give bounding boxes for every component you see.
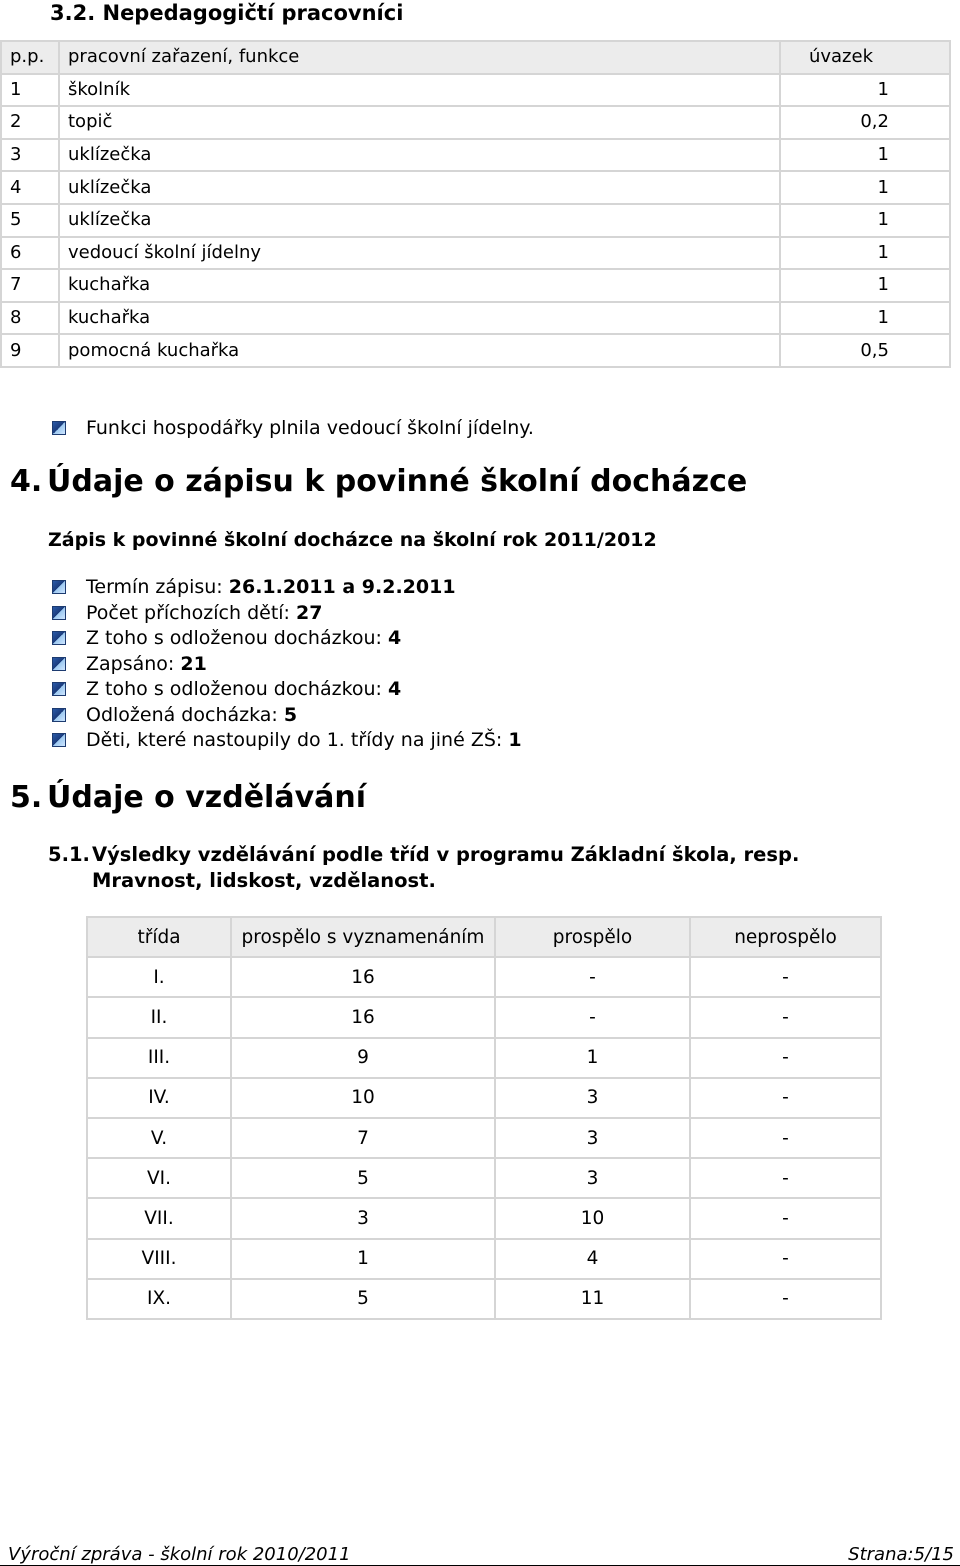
cell-honors: 5 xyxy=(231,1279,495,1319)
results-table xyxy=(86,916,882,1320)
staff-table xyxy=(0,40,951,368)
row-number: 7 xyxy=(1,269,59,302)
table-row xyxy=(1,74,950,107)
section-title: Údaje o zápisu k povinné školní docházce xyxy=(47,464,748,499)
header-honors: prospělo s vyznamenáním xyxy=(231,917,495,957)
table-row xyxy=(1,302,950,335)
row-load: 1 xyxy=(780,302,950,335)
footer-title: Výroční zpráva - školní rok 2010/2011 xyxy=(8,1544,351,1565)
row-role: vedoucí školní jídelny xyxy=(59,237,780,270)
cell-class: IV. xyxy=(87,1078,231,1118)
cell-class: III. xyxy=(87,1038,231,1078)
cell-failed: - xyxy=(690,1078,881,1118)
cell-passed: 10 xyxy=(495,1198,690,1238)
cell-passed: - xyxy=(495,957,690,997)
row-number: 9 xyxy=(1,334,59,367)
table-row xyxy=(87,1078,881,1118)
section-heading-4 xyxy=(10,462,747,502)
row-role: topič xyxy=(59,106,780,139)
cell-failed: - xyxy=(690,1158,881,1198)
cell-honors: 3 xyxy=(231,1198,495,1238)
item-value: 5 xyxy=(283,703,298,726)
row-number: 8 xyxy=(1,302,59,335)
row-role: kuchařka xyxy=(59,302,780,335)
cell-honors: 1 xyxy=(231,1239,495,1279)
list-item xyxy=(52,652,522,678)
table-row xyxy=(87,1038,881,1078)
bullet-icon xyxy=(52,708,66,722)
cell-failed: - xyxy=(690,1038,881,1078)
staff-table-header xyxy=(1,41,950,74)
footer-page-number: Strana:5/15 xyxy=(848,1544,954,1565)
note xyxy=(52,413,534,443)
table-row xyxy=(1,204,950,237)
bullet-icon xyxy=(52,631,66,645)
row-number: 3 xyxy=(1,139,59,172)
list-item xyxy=(52,703,522,729)
section-title: Údaje o vzdělávání xyxy=(47,780,367,815)
cell-passed: 11 xyxy=(495,1279,690,1319)
row-load: 1 xyxy=(780,139,950,172)
item-value: 26.1.2011 a 9.2.2011 xyxy=(228,576,456,598)
enrollment-list xyxy=(52,575,522,754)
row-role: uklízečka xyxy=(59,171,780,204)
row-load: 1 xyxy=(780,171,950,204)
cell-class: VIII. xyxy=(87,1239,231,1279)
table-row xyxy=(1,139,950,172)
row-load: 1 xyxy=(780,237,950,270)
list-item xyxy=(52,601,522,627)
table-row xyxy=(1,106,950,139)
cell-class: II. xyxy=(87,997,231,1037)
cell-honors: 5 xyxy=(231,1158,495,1198)
cell-failed: - xyxy=(690,997,881,1037)
bullet-icon xyxy=(52,682,66,696)
cell-passed: - xyxy=(495,997,690,1037)
header-class: třída xyxy=(87,917,231,957)
section-heading-5 xyxy=(10,778,366,818)
header-role: pracovní zařazení, funkce xyxy=(59,41,780,74)
list-item xyxy=(52,575,522,601)
cell-honors: 9 xyxy=(231,1038,495,1078)
item-label: Z toho s odloženou docházkou: xyxy=(86,678,388,700)
row-role: pomocná kuchařka xyxy=(59,334,780,367)
cell-class: V. xyxy=(87,1118,231,1158)
cell-failed: - xyxy=(690,1198,881,1238)
item-label: Termín zápisu: xyxy=(86,576,229,598)
cell-passed: 3 xyxy=(495,1158,690,1198)
row-number: 2 xyxy=(1,106,59,139)
note-text: Funkci hospodářky plnila vedoucí školní jídelny. xyxy=(86,417,534,439)
table-row xyxy=(87,1198,881,1238)
bullet-icon xyxy=(52,733,66,747)
table-row xyxy=(1,334,950,367)
row-number: 4 xyxy=(1,171,59,204)
subsection-title-line2: Mravnost, lidskost, vzdělanost. xyxy=(92,869,436,892)
cell-class: VI. xyxy=(87,1158,231,1198)
cell-failed: - xyxy=(690,1279,881,1319)
section-number: 5. xyxy=(10,780,43,815)
item-label: Z toho s odloženou docházkou: xyxy=(86,627,388,649)
row-role: uklízečka xyxy=(59,139,780,172)
table-row xyxy=(87,1118,881,1158)
table-row xyxy=(87,1279,881,1319)
row-load: 1 xyxy=(780,74,950,107)
table-row xyxy=(1,237,950,270)
cell-passed: 3 xyxy=(495,1078,690,1118)
row-role: školník xyxy=(59,74,780,107)
row-load: 1 xyxy=(780,269,950,302)
cell-passed: 3 xyxy=(495,1118,690,1158)
row-load: 0,2 xyxy=(780,106,950,139)
table-row xyxy=(1,269,950,302)
item-label: Počet příchozích dětí: xyxy=(86,601,296,624)
subsection-number: 5.1. xyxy=(48,843,90,866)
item-label: Děti, které nastoupily do 1. třídy na jiné ZŠ: xyxy=(86,729,509,751)
section-title-3-2: 3.2. Nepedagogičtí pracovníci xyxy=(50,1,404,25)
bullet-icon xyxy=(52,421,66,435)
enrollment-subtitle: Zápis k povinné školní docházce na školní rok 2011/2012 xyxy=(48,529,657,551)
bullet-icon xyxy=(52,606,66,620)
item-value: 4 xyxy=(388,627,402,649)
subsection-title-line1: Výsledky vzdělávání podle tříd v programu Základní škola, resp. xyxy=(92,843,800,866)
header-passed: prospělo xyxy=(495,917,690,957)
row-number: 6 xyxy=(1,237,59,270)
cell-class: I. xyxy=(87,957,231,997)
subsection-heading-5-1 xyxy=(48,842,799,894)
header-pp: p.p. xyxy=(1,41,59,74)
table-row xyxy=(87,1158,881,1198)
cell-honors: 10 xyxy=(231,1078,495,1118)
cell-honors: 16 xyxy=(231,957,495,997)
bullet-icon xyxy=(52,580,66,594)
item-value: 1 xyxy=(508,729,522,751)
list-item xyxy=(52,728,522,754)
item-value: 27 xyxy=(296,601,323,624)
table-row xyxy=(1,171,950,204)
cell-honors: 7 xyxy=(231,1118,495,1158)
row-load: 0,5 xyxy=(780,334,950,367)
list-item xyxy=(52,677,522,703)
item-label: Odložená docházka: xyxy=(86,703,284,726)
cell-failed: - xyxy=(690,1118,881,1158)
list-item xyxy=(52,626,522,652)
bullet-icon xyxy=(52,657,66,671)
results-table-header xyxy=(87,917,881,957)
cell-failed: - xyxy=(690,1239,881,1279)
item-value: 21 xyxy=(180,652,207,675)
row-number: 1 xyxy=(1,74,59,107)
row-role: uklízečka xyxy=(59,204,780,237)
row-number: 5 xyxy=(1,204,59,237)
table-row xyxy=(87,957,881,997)
section-number: 4. xyxy=(10,464,43,499)
row-load: 1 xyxy=(780,204,950,237)
cell-honors: 16 xyxy=(231,997,495,1037)
table-row xyxy=(87,997,881,1037)
header-failed: neprospělo xyxy=(690,917,881,957)
cell-class: VII. xyxy=(87,1198,231,1238)
header-load: úvazek xyxy=(780,41,950,74)
item-value: 4 xyxy=(388,678,402,700)
cell-class: IX. xyxy=(87,1279,231,1319)
table-row xyxy=(87,1239,881,1279)
item-label: Zapsáno: xyxy=(86,652,181,675)
cell-failed: - xyxy=(690,957,881,997)
row-role: kuchařka xyxy=(59,269,780,302)
cell-passed: 1 xyxy=(495,1038,690,1078)
cell-passed: 4 xyxy=(495,1239,690,1279)
